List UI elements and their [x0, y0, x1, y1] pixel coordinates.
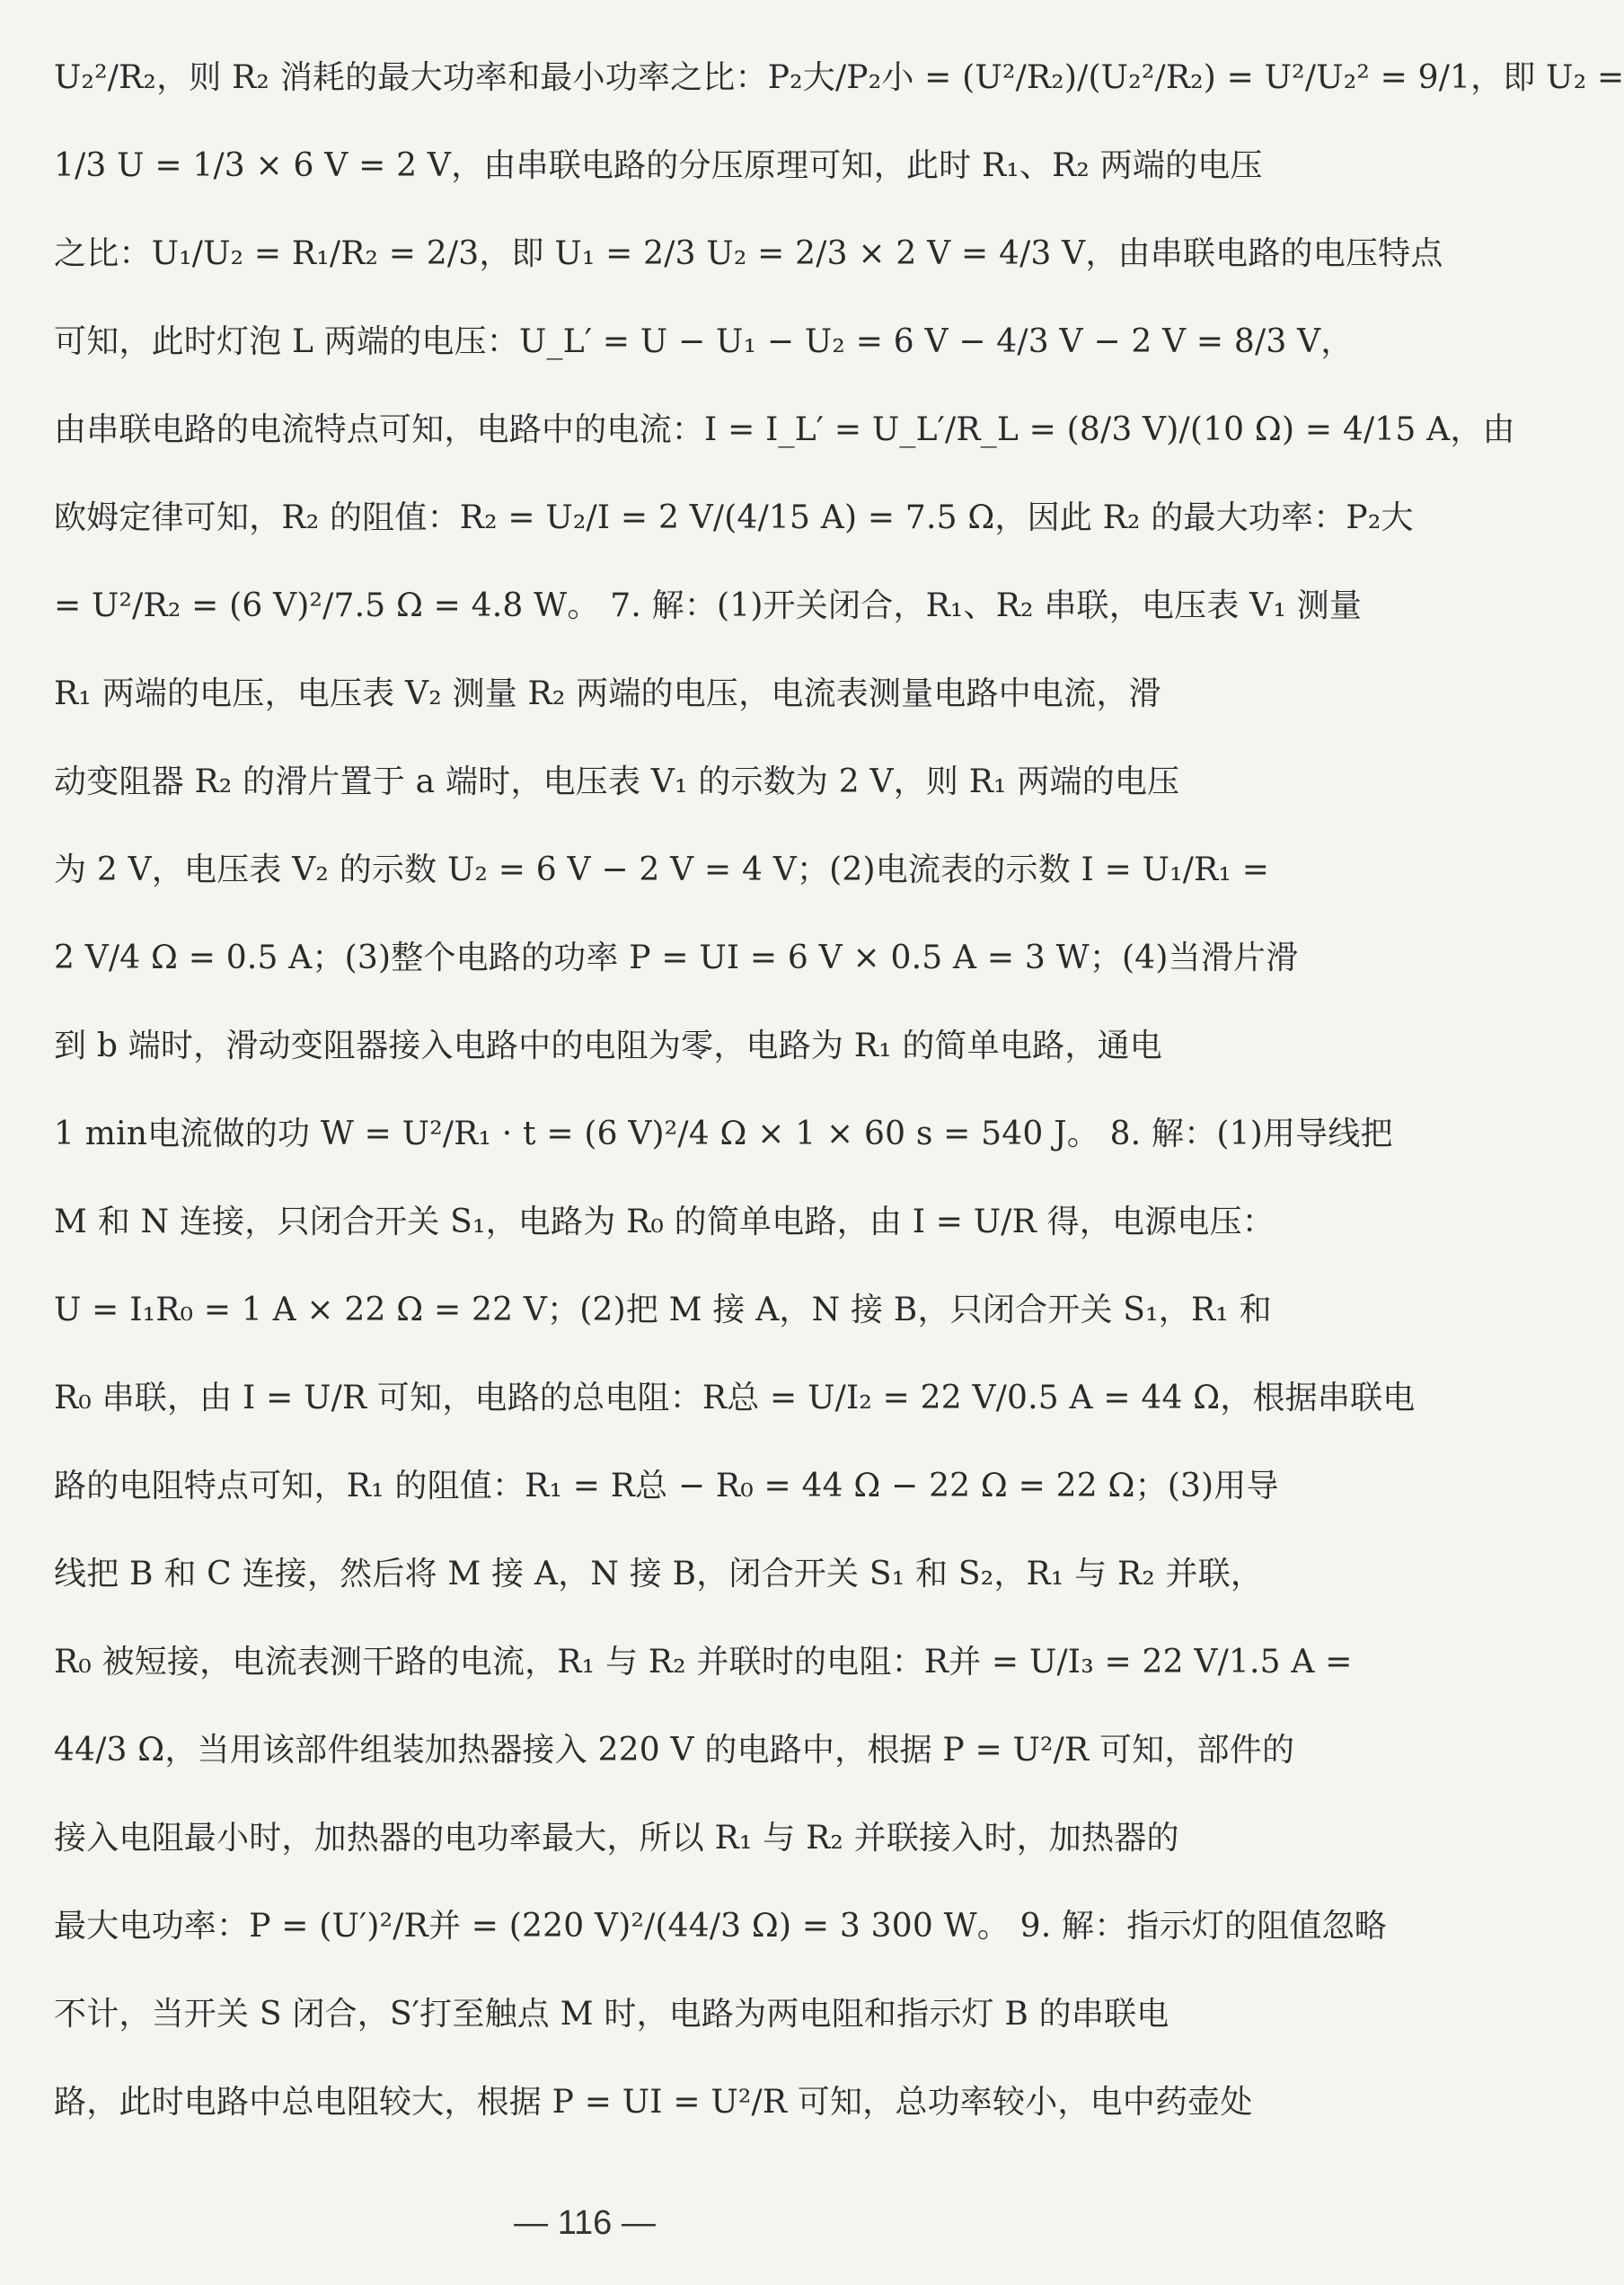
text-line-1: U₂²/R₂，则 R₂ 消耗的最大功率和最小功率之比：P₂大/P₂小 = (U²/R₂)/(U₂²/R₂) = U²/U₂² = 9/1，即 U₂ = — [54, 59, 1624, 96]
text-line-3: 之比：U₁/U₂ = R₁/R₂ = 2/3，即 U₁ = 2/3 U₂ = 2/3 × 2 V = 4/3 V，由串联电路的电压特点 — [54, 235, 1443, 272]
text-line-14: M 和 N 连接，只闭合开关 S₁，电路为 R₀ 的简单电路，由 I = U/R 得，电源电压： — [54, 1204, 1275, 1240]
text-line-18: 线把 B 和 C 连接，然后将 M 接 A，N 接 B，闭合开关 S₁ 和 S₂，R₁ 与 R₂ 并联， — [54, 1556, 1264, 1592]
text-line-19: R₀ 被短接，电流表测干路的电流，R₁ 与 R₂ 并联时的电阻：R并 = U/I₃ = 22 V/1.5 A = — [54, 1644, 1353, 1681]
text-line-5: 由串联电路的电流特点可知，电路中的电流：I = I_L′ = U_L′/R_L = (8/3 V)/(10 Ω) = 4/15 A，由 — [54, 411, 1515, 448]
text-line-11: 2 V/4 Ω = 0.5 A；(3)整个电路的功率 P = UI = 6 V × 0.5 A = 3 W；(4)当滑片滑 — [54, 940, 1299, 976]
text-line-20: 44/3 Ω，当用该部件组装加热器接入 220 V 的电路中，根据 P = U²/R 可知，部件的 — [54, 1732, 1295, 1769]
text-line-17: 路的电阻特点可知，R₁ 的阻值：R₁ = R总 − R₀ = 44 Ω − 22 Ω = 22 Ω；(3)用导 — [54, 1468, 1279, 1504]
text-line-2: 1/3 U = 1/3 × 6 V = 2 V，由串联电路的分压原理可知，此时 R₁、R₂ 两端的电压 — [54, 147, 1263, 184]
text-line-8: R₁ 两端的电压，电压表 V₂ 测量 R₂ 两端的电压，电流表测量电路中电流，滑 — [54, 675, 1161, 712]
text-line-4: 可知，此时灯泡 L 两端的电压：U_L′ = U − U₁ − U₂ = 6 V − 4/3 V − 2 V = 8/3 V， — [54, 323, 1354, 360]
page-number: — 116 — — [514, 2204, 656, 2242]
text-line-6: 欧姆定律可知，R₂ 的阻值：R₂ = U₂/I = 2 V/(4/15 A) = 7.5 Ω，因此 R₂ 的最大功率：P₂大 — [54, 499, 1414, 536]
text-line-12: 到 b 端时，滑动变阻器接入电路中的电阻为零，电路为 R₁ 的简单电路，通电 — [54, 1028, 1162, 1064]
text-line-22: 最大电功率：P = (U′)²/R并 = (220 V)²/(44/3 Ω) = 3 300 W。 9. 解：指示灯的阻值忽略 — [54, 1908, 1388, 1945]
solution-text — [54, 54, 1624, 2127]
text-line-23: 不计，当开关 S 闭合，S′打至触点 M 时，电路为两电阻和指示灯 B 的串联电 — [54, 1996, 1169, 2033]
text-line-7: = U²/R₂ = (6 V)²/7.5 Ω = 4.8 W。 7. 解：(1)开关闭合，R₁、R₂ 串联，电压表 V₁ 测量 — [54, 587, 1363, 624]
text-line-16: R₀ 串联，由 I = U/R 可知，电路的总电阻：R总 = U/I₂ = 22 V/0.5 A = 44 Ω，根据串联电 — [54, 1380, 1416, 1416]
text-line-13: 1 min电流做的功 W = U²/R₁ · t = (6 V)²/4 Ω × 1 × 60 s = 540 J。 8. 解：(1)用导线把 — [54, 1116, 1393, 1152]
text-line-21: 接入电阻最小时，加热器的电功率最大，所以 R₁ 与 R₂ 并联接入时，加热器的 — [54, 1820, 1179, 1857]
text-line-9: 动变阻器 R₂ 的滑片置于 a 端时，电压表 V₁ 的示数为 2 V，则 R₁ 两端的电压 — [54, 763, 1180, 800]
text-line-24: 路，此时电路中总电阻较大，根据 P = UI = U²/R 可知，总功率较小，电中药壶处 — [54, 2084, 1253, 2121]
text-line-10: 为 2 V，电压表 V₂ 的示数 U₂ = 6 V − 2 V = 4 V；(2)电流表的示数 I = U₁/R₁ = — [54, 851, 1270, 888]
text-line-15: U = I₁R₀ = 1 A × 22 Ω = 22 V；(2)把 M 接 A，N 接 B，只闭合开关 S₁，R₁ 和 — [54, 1292, 1272, 1328]
